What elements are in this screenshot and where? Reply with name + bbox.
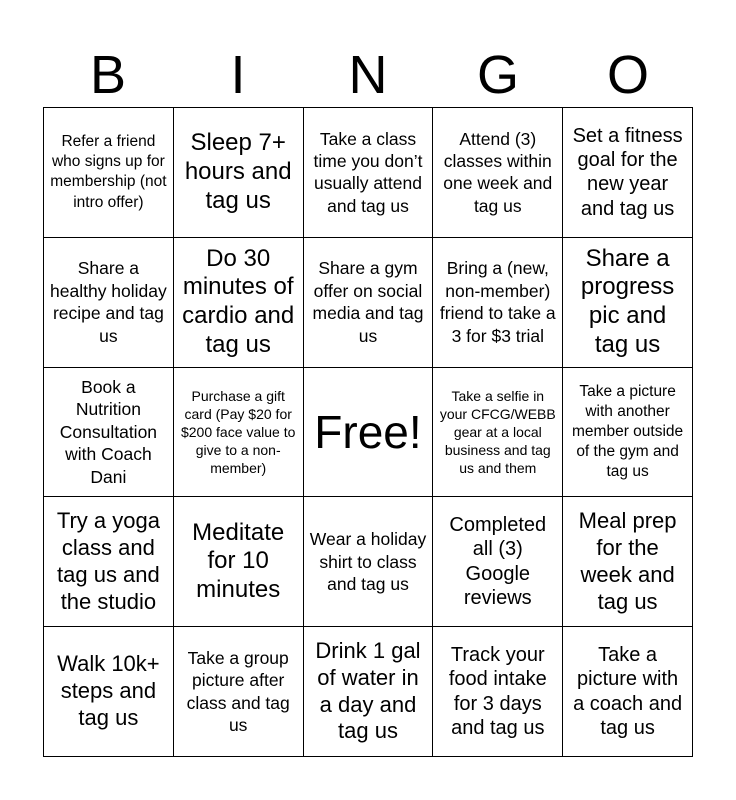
bingo-cell-r2-c1[interactable] bbox=[44, 238, 174, 368]
cell-text: Take a selfie in your CFCG/WEBB gear at a local business and tag us and them bbox=[439, 387, 556, 477]
cell-text: Share a healthy holiday recipe and tag us bbox=[50, 258, 167, 346]
cell-text: Wear a holiday shirt to class and tag us bbox=[309, 529, 427, 594]
cell-text: Attend (3) classes within one week and tag us bbox=[443, 128, 553, 216]
bingo-cell-r5-c4[interactable] bbox=[433, 627, 563, 757]
cell-text: Drink 1 gal of water in a day and tag us bbox=[315, 637, 421, 744]
bingo-header bbox=[43, 44, 693, 106]
cell-text: Refer a friend who signs up for membership (not intro offer) bbox=[50, 133, 167, 211]
free-space-label: Free! bbox=[314, 405, 422, 458]
cell-text: Meditate for 10 minutes bbox=[192, 518, 285, 604]
bingo-cell-r1-c2[interactable] bbox=[174, 108, 304, 238]
header-letter-o: O bbox=[606, 45, 649, 105]
bingo-cell-r3-c5[interactable] bbox=[563, 368, 693, 498]
bingo-cell-r1-c3[interactable] bbox=[304, 108, 434, 238]
header-letter-n: N bbox=[348, 45, 388, 105]
cell-text: Book a Nutrition Consultation with Coach Dani bbox=[59, 377, 158, 487]
cell-text: Bring a (new, non-member) friend to take a 3 for $3 trial bbox=[439, 258, 556, 346]
cell-text: Sleep 7+ hours and tag us bbox=[184, 129, 292, 214]
cell-text: Try a yoga class and tag us and the studio bbox=[56, 508, 160, 614]
header-letter-b: B bbox=[89, 45, 127, 105]
cell-text: Take a class time you don’t usually attend and tag us bbox=[313, 128, 423, 216]
bingo-cell-r1-c4[interactable] bbox=[433, 108, 563, 238]
cell-text: Completed all (3) Google reviews bbox=[449, 514, 547, 610]
bingo-cell-r2-c3[interactable] bbox=[304, 238, 434, 368]
bingo-cell-r4-c2[interactable] bbox=[174, 497, 304, 627]
bingo-cell-r2-c2[interactable] bbox=[174, 238, 304, 368]
cell-text: Share a progress pic and tag us bbox=[580, 244, 675, 358]
cell-text: Share a gym offer on social media and tag us bbox=[312, 258, 424, 346]
bingo-cell-r2-c5[interactable] bbox=[563, 238, 693, 368]
cell-text: Track your food intake for 3 days and tag us bbox=[448, 643, 547, 739]
bingo-cell-r3-c2[interactable] bbox=[174, 368, 304, 498]
header-letter-i: I bbox=[230, 45, 246, 105]
bingo-cell-r1-c5[interactable] bbox=[563, 108, 693, 238]
bingo-cell-r5-c1[interactable] bbox=[44, 627, 174, 757]
bingo-cell-r5-c3[interactable] bbox=[304, 627, 434, 757]
bingo-cell-r5-c2[interactable] bbox=[174, 627, 304, 757]
bingo-cell-r4-c3[interactable] bbox=[304, 497, 434, 627]
bingo-cell-r5-c5[interactable] bbox=[563, 627, 693, 757]
cell-text: Purchase a gift card (Pay $20 for $200 face value to give to a non-member) bbox=[180, 387, 296, 477]
cell-text: Set a fitness goal for the new year and tag us bbox=[572, 124, 683, 220]
cell-text: Take a picture with another member outside of the gym and tag us bbox=[572, 382, 684, 481]
bingo-cell-r4-c1[interactable] bbox=[44, 497, 174, 627]
bingo-cell-r3-c1[interactable] bbox=[44, 368, 174, 498]
cell-text: Take a picture with a coach and tag us bbox=[573, 643, 683, 739]
cell-text: Walk 10k+ steps and tag us bbox=[57, 651, 160, 730]
cell-text: Take a group picture after class and tag us bbox=[186, 647, 290, 735]
bingo-grid bbox=[43, 107, 693, 757]
cell-text: Do 30 minutes of cardio and tag us bbox=[182, 244, 295, 358]
bingo-cell-r4-c4[interactable] bbox=[433, 497, 563, 627]
bingo-cell-r3-c4[interactable] bbox=[433, 368, 563, 498]
bingo-cell-r2-c4[interactable] bbox=[433, 238, 563, 368]
bingo-cell-r1-c1[interactable] bbox=[44, 108, 174, 238]
free-space[interactable] bbox=[304, 368, 434, 498]
cell-text: Meal prep for the week and tag us bbox=[578, 508, 677, 614]
header-letter-g: G bbox=[476, 45, 519, 105]
bingo-cell-r4-c5[interactable] bbox=[563, 497, 693, 627]
